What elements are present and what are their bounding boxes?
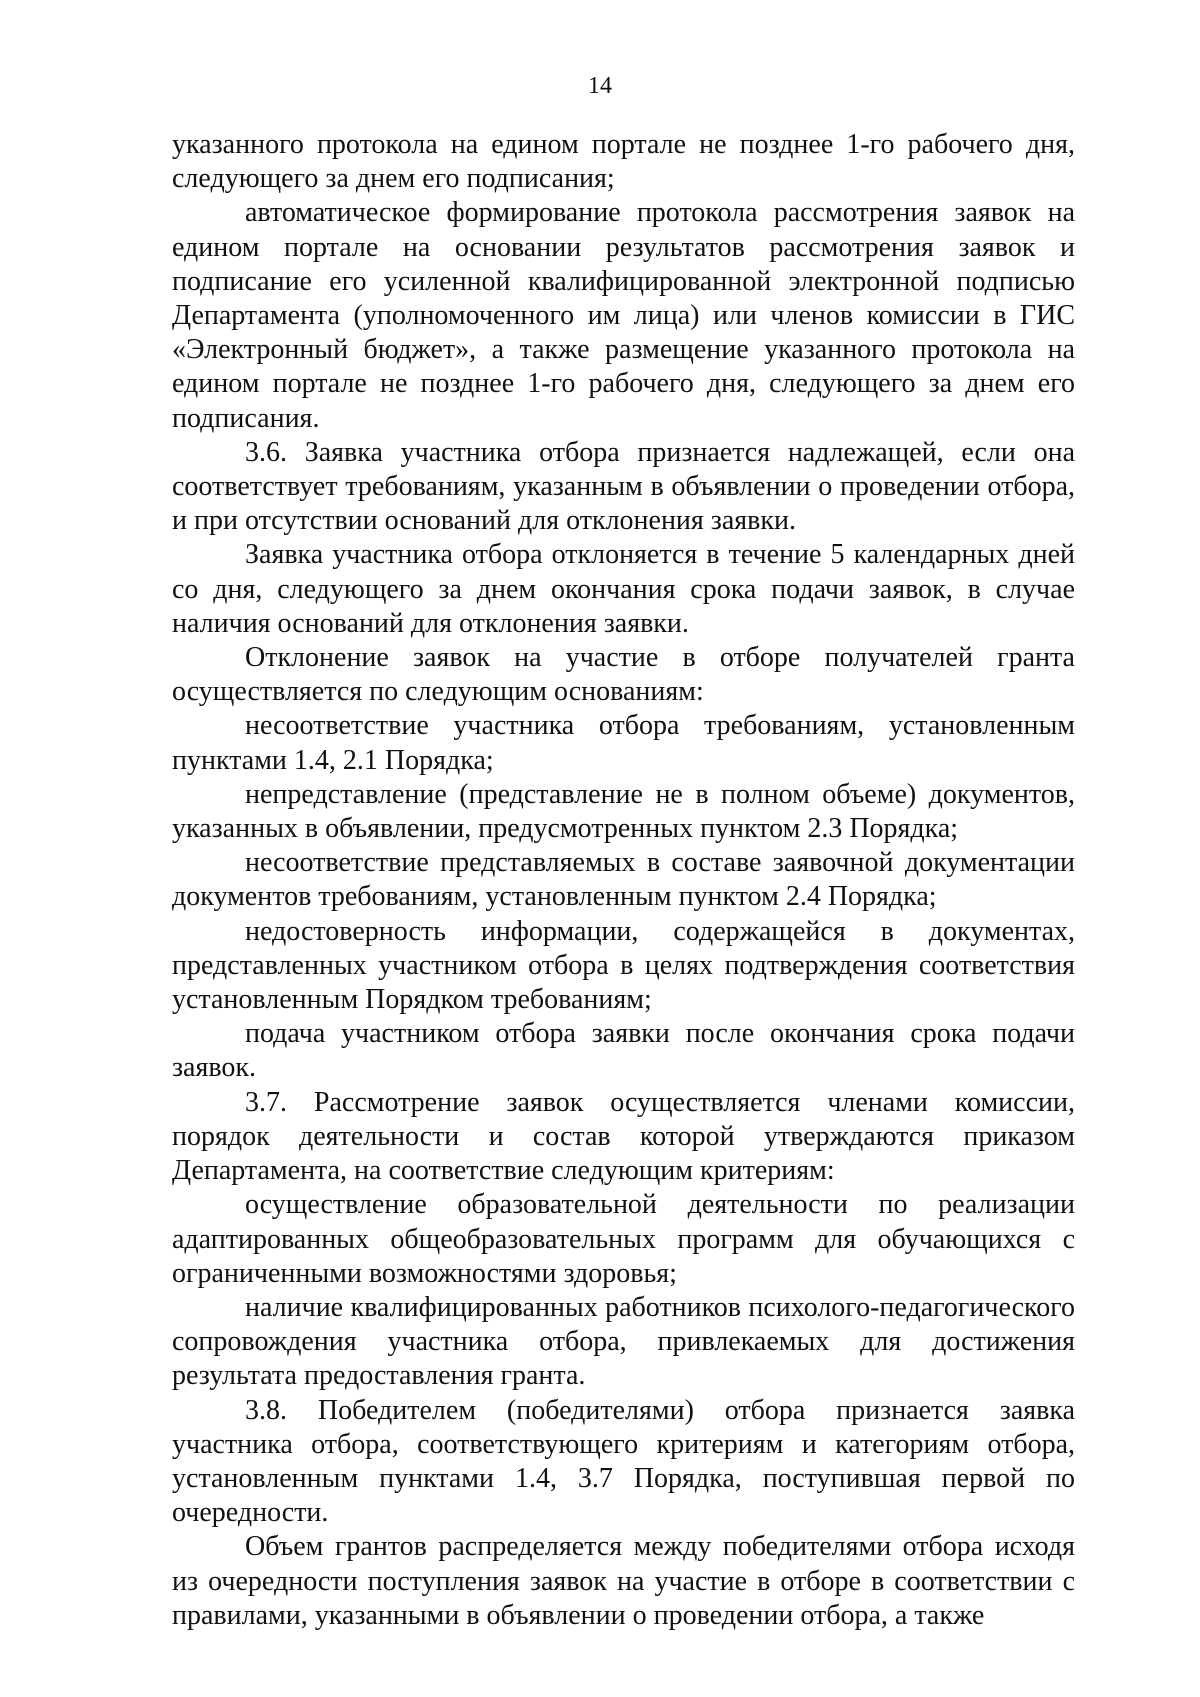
paragraph: непредставление (представление не в полном объеме) документов, указанных в объявлении, предусмотренных пунктом 2.3 Порядка;	[172, 778, 1075, 845]
paragraph: указанного протокола на едином портале не позднее 1-го рабочего дня, следующего за днем его подписания;	[172, 129, 1075, 195]
paragraph: подача участником отбора заявки после окончания срока подачи заявок.	[172, 1018, 1075, 1084]
paragraph: Заявка участника отбора отклоняется в течение 5 календарных дней со дня, следующего за днем окончания срока подачи заявок, в случае наличия оснований для отклонения заявки.	[172, 539, 1075, 639]
paragraph: Отклонение заявок на участие в отборе получателей гранта осуществляется по следующим основаниям:	[172, 642, 1075, 708]
paragraph: осуществление образовательной деятельности по реализации адаптированных общеобразовательных программ для обучающихся с ограниченными возможностями здоровья;	[172, 1189, 1075, 1289]
page-number: 14	[588, 73, 612, 99]
paragraph: 3.6. Заявка участника отбора признается надлежащей, если она соответствует требованиям, указанным в объявлении о проведении отбора, и при отсутствии оснований для отклонения заявки.	[172, 436, 1075, 537]
paragraph: несоответствие участника отбора требованиям, установленным пунктами 1.4, 2.1 Порядка;	[172, 710, 1075, 776]
paragraph: 3.8. Победителем (победителями) отбора признается заявка участника отбора, соответствующего критериям и категориям отбора, установленным пунктами 1.4, 3.7 Порядка, поступившая первой по очередности.	[172, 1394, 1075, 1529]
paragraph: недостоверность информации, содержащейся в документах, представленных участником отбора в целях подтверждения соответствия установленным Порядком требованиям;	[172, 915, 1075, 1016]
paragraph: 3.7. Рассмотрение заявок осуществляется членами комиссии, порядок деятельности и состав которой утверждаются приказом Департамента, на соответствие следующим критериям:	[172, 1086, 1075, 1187]
paragraph: автоматическое формирование протокола рассмотрения заявок на едином портале на основании результатов рассмотрения заявок и подписание его усиленной квалифицированной электронной подписью Департамента (уполномоченного им лица) или членов комиссии в ГИС «Электронный бюджет», а также размещение указанного протокола на едином портале не позднее 1-го рабочего дня, следующего за днем его подписания.	[172, 197, 1075, 434]
paragraph: несоответствие представляемых в составе заявочной документации документов требованиям, установленным пунктом 2.4 Порядка;	[172, 847, 1075, 913]
document-body	[172, 128, 1075, 1633]
paragraph: Объем грантов распределяется между победителями отбора исходя из очередности поступления заявок на участие в отборе в соответствии с правилами, указанными в объявлении о проведении отбора, а также	[172, 1531, 1075, 1631]
paragraph: наличие квалифицированных работников психолого-педагогического сопровождения участника отбора, привлекаемых для достижения результата предоставления гранта.	[172, 1291, 1075, 1392]
